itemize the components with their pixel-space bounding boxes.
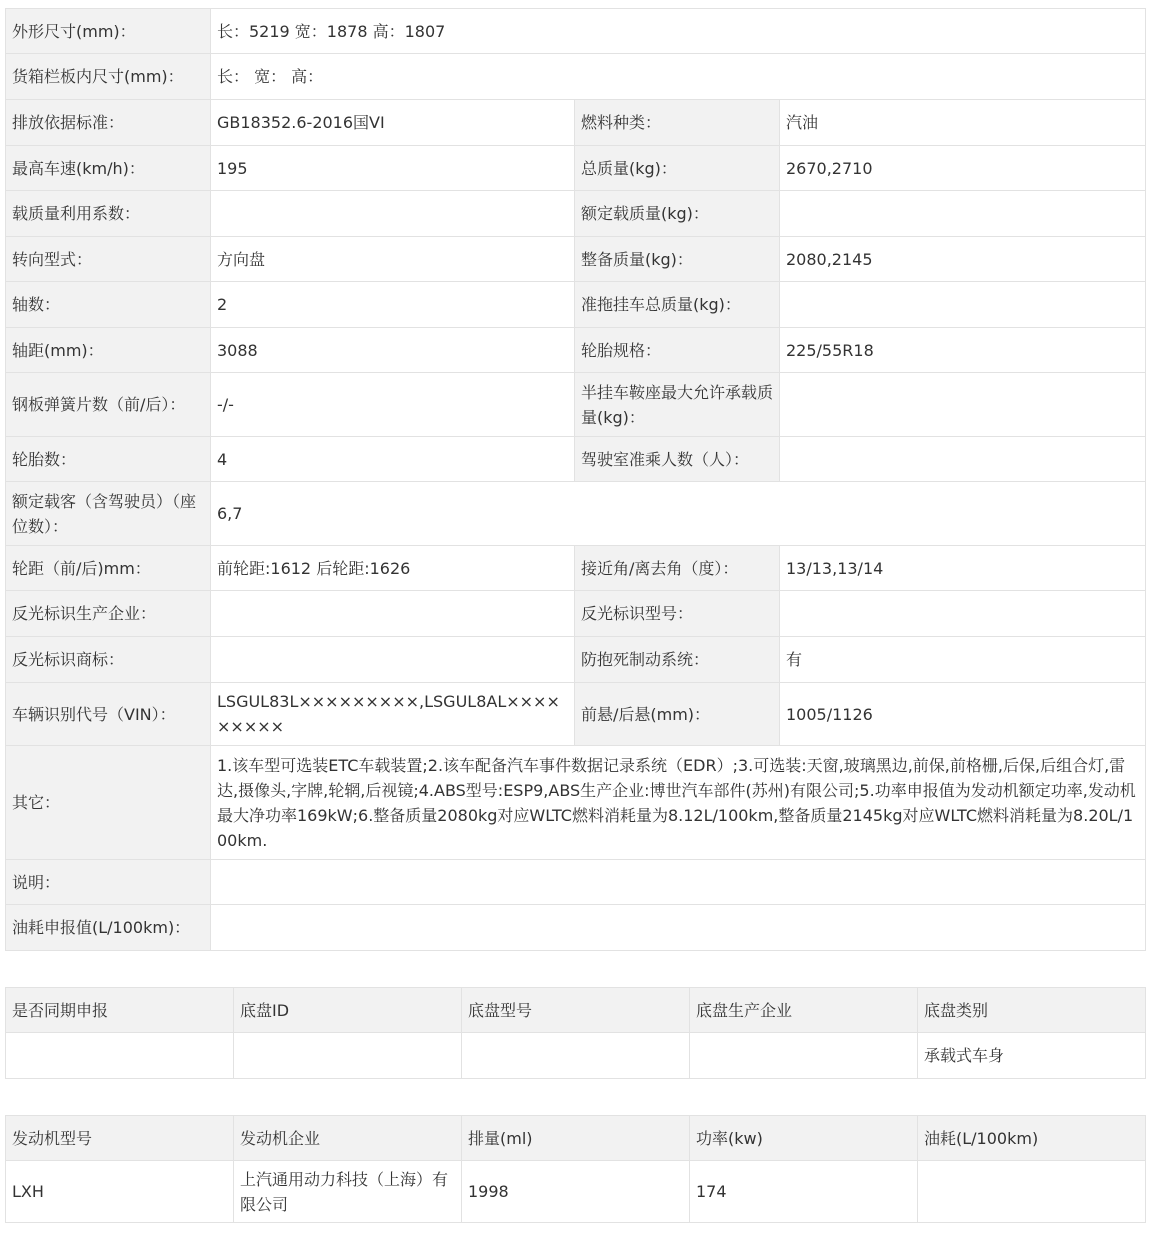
spec-row [6,328,1146,373]
spec-label: 前悬/后悬(mm)： [575,683,780,746]
spec-value: 2 [211,282,575,328]
spec-label: 反光标识商标： [6,637,211,683]
spec-value: 有 [780,637,1146,683]
spec-label: 货箱栏板内尺寸(mm)： [6,54,211,100]
spec-label: 钢板弹簧片数（前/后）： [6,373,211,437]
spec-row [6,637,1146,683]
spec-row [6,746,1146,860]
spec-value [211,860,1146,905]
spec-value: 2670,2710 [780,146,1146,191]
spec-label: 轴数： [6,282,211,328]
spec-value [211,591,575,637]
spec-row [6,237,1146,282]
spec-label: 其它： [6,746,211,860]
engine-header-cell: 发动机企业 [234,1116,462,1161]
spec-label: 准拖挂车总质量(kg)： [575,282,780,328]
spec-label: 说明： [6,860,211,905]
spec-value: GB18352.6-2016国VI [211,100,575,146]
spec-label: 防抱死制动系统： [575,637,780,683]
engine-header-cell: 排量(ml) [462,1116,690,1161]
spec-label: 接近角/离去角（度）： [575,546,780,591]
engine-cell: 174 [690,1161,918,1223]
spec-value [780,191,1146,237]
spec-label: 外形尺寸(mm)： [6,9,211,54]
chassis-header-cell: 底盘类别 [918,988,1146,1033]
chassis-cell [6,1033,234,1079]
spec-value: 方向盘 [211,237,575,282]
spec-value [780,282,1146,328]
spec-label: 额定载质量(kg)： [575,191,780,237]
spec-value: 3088 [211,328,575,373]
spec-row [6,9,1146,54]
engine-table [5,1115,1146,1223]
spec-row [6,860,1146,905]
spec-row [6,591,1146,637]
spec-value: 1005/1126 [780,683,1146,746]
spec-row [6,683,1146,746]
spec-label: 反光标识生产企业： [6,591,211,637]
spec-value [211,905,1146,951]
spec-label: 轮胎数： [6,437,211,482]
chassis-table [5,987,1146,1079]
spec-row [6,546,1146,591]
chassis-header-cell: 是否同期申报 [6,988,234,1033]
spec-value: 汽油 [780,100,1146,146]
spec-value [780,437,1146,482]
spec-label: 轴距(mm)： [6,328,211,373]
spec-label: 油耗申报值(L/100km)： [6,905,211,951]
spec-value: 长： 宽： 高： [211,54,1146,100]
spec-label: 最高车速(km/h)： [6,146,211,191]
spec-value: 前轮距:1612 后轮距:1626 [211,546,575,591]
spec-value: LSGUL83L×××××××××,LSGUL8AL××××××××× [211,683,575,746]
spec-row [6,373,1146,437]
chassis-header-cell: 底盘ID [234,988,462,1033]
engine-header-cell: 发动机型号 [6,1116,234,1161]
spec-row [6,100,1146,146]
chassis-cell [690,1033,918,1079]
spec-row [6,146,1146,191]
spec-row [6,905,1146,951]
spec-value [780,373,1146,437]
engine-cell: LXH [6,1161,234,1223]
spec-value: 2080,2145 [780,237,1146,282]
chassis-cell [234,1033,462,1079]
engine-cell [918,1161,1146,1223]
spec-label: 总质量(kg)： [575,146,780,191]
spec-row [6,482,1146,546]
spec-row [6,282,1146,328]
spec-value: 1.该车型可选装ETC车载装置;2.该车配备汽车事件数据记录系统（EDR）;3.可选装:天窗,玻璃黑边,前保,前格栅,后保,后组合灯,雷达,摄像头,字牌,轮辋,后视镜;4.ABS型号:ESP9,ABS生产企业:博世汽车部件(苏州)有限公司;5.功率申报值为发动机额定功率,发动机最大净功率169kW;6.整备质量2080kg对应WLTC燃料消耗量为8.12L/100km,整备质量2145kg对应WLTC燃料消耗量为8.20L/100km. [211,746,1146,860]
spec-label: 车辆识别代号（VIN）： [6,683,211,746]
chassis-cell: 承载式车身 [918,1033,1146,1079]
spec-label: 驾驶室准乘人数（人）： [575,437,780,482]
spec-label: 额定载客（含驾驶员）（座位数）： [6,482,211,546]
spec-value [211,637,575,683]
engine-cell: 1998 [462,1161,690,1223]
chassis-header-cell: 底盘生产企业 [690,988,918,1033]
spec-label: 燃料种类： [575,100,780,146]
spec-value: 长：5219 宽：1878 高：1807 [211,9,1146,54]
spec-value [780,591,1146,637]
spec-label: 轮胎规格： [575,328,780,373]
spec-table [5,8,1146,951]
engine-cell: 上汽通用动力科技（上海）有限公司 [234,1161,462,1223]
engine-header-cell: 油耗(L/100km) [918,1116,1146,1161]
spec-label: 整备质量(kg)： [575,237,780,282]
spec-label: 排放依据标准： [6,100,211,146]
engine-header-cell: 功率(kw) [690,1116,918,1161]
chassis-header-cell: 底盘型号 [462,988,690,1033]
spec-label: 反光标识型号： [575,591,780,637]
spec-value: 4 [211,437,575,482]
spec-label: 载质量利用系数： [6,191,211,237]
spec-value: -/- [211,373,575,437]
spec-row [6,437,1146,482]
chassis-cell [462,1033,690,1079]
spec-label: 半挂车鞍座最大允许承载质量(kg)： [575,373,780,437]
spec-row [6,191,1146,237]
spec-label: 轮距（前/后)mm： [6,546,211,591]
spec-value [211,191,575,237]
spec-value: 195 [211,146,575,191]
spec-row [6,54,1146,100]
spec-value: 13/13,13/14 [780,546,1146,591]
spec-label: 转向型式： [6,237,211,282]
spec-value: 225/55R18 [780,328,1146,373]
spec-value: 6,7 [211,482,1146,546]
